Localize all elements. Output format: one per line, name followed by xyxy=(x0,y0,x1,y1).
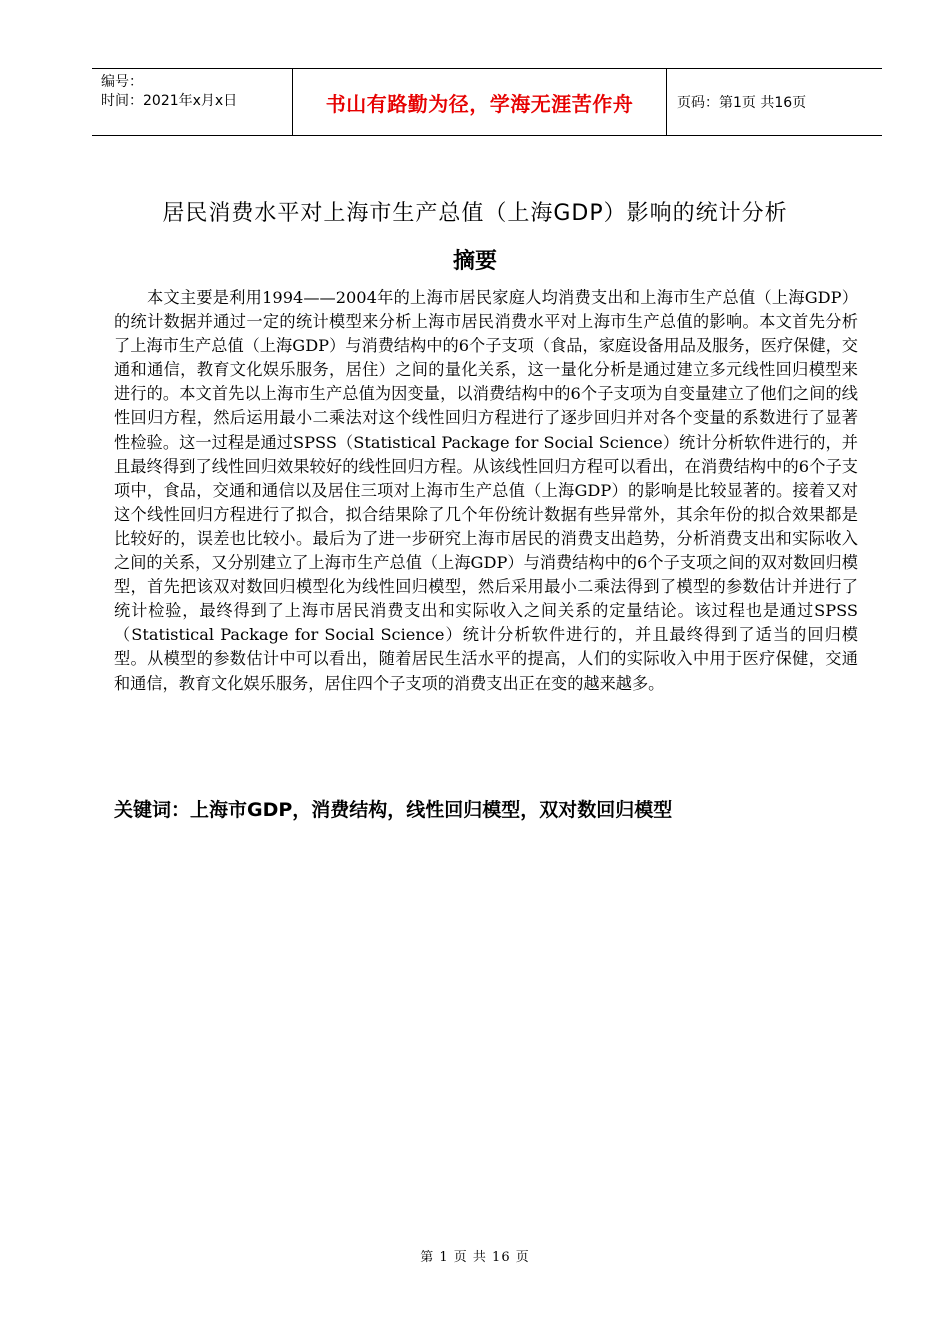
document-title: 居民消费水平对上海市生产总值（上海GDP）影响的统计分析 xyxy=(162,201,788,226)
header-page-label: 页码：第1页 共16页 xyxy=(677,95,807,111)
page-footer: 第 1 页 共 16 页 xyxy=(420,1250,530,1265)
header-time-label: 时间：2021年x月x日 xyxy=(101,93,238,109)
page-header xyxy=(92,68,882,136)
header-meta xyxy=(92,69,293,135)
header-number-label: 编号： xyxy=(101,74,143,90)
header-motto: 书山有路勤为径，学海无涯苦作舟 xyxy=(293,69,667,135)
abstract-heading: 摘要 xyxy=(452,249,497,274)
abstract-paragraph: 本文主要是利用1994——2004年的上海市居民家庭人均消费支出和上海市生产总值（上海GDP）的统计数据并通过一定的统计模型来分析上海市居民消费水平对上海市生产总值的影响。本文首先分析了上海市生产总值（上海GDP）与消费结构中的6个子支项（食品，家庭设备用品及服务，医疗保健，交通和通信，教育文化娱乐服务，居住）之间的量化关系，这一量化分析是通过建立多元线性回归模型来进行的。本文首先以上海市生产总值为因变量，以消费结构中的6个子支项为自变量建立了他们之间的线性回归方程，然后运用最小二乘法对这个线性回归方程进行了逐步回归并对各个变量的系数进行了显著性检验。这一过程是通过SPSS（Statistical Package for Social Science）统计分析软件进行的，并且最终得到了线性回归效果较好的线性回归方程。从该线性回归方程可以看出，在消费结构中的6个子支项中，食品，交通和通信以及居住三项对上海市生产总值（上海GDP）的影响是比较显著的。接着又对这个线性回归方程进行了拟合，拟合结果除了几个年份统计数据有些异常外，其余年份的拟合效果都是比较好的，误差也比较小。最后为了进一步研究上海市居民的消费支出趋势，分析消费支出和实际收入之间的关系，又分别建立了上海市生产总值（上海GDP）与消费结构中的6个子支项之间的双对数回归模型，首先把该双对数回归模型化为线性回归模型，然后采用最小二乘法得到了模型的参数估计并进行了统计检验，最终得到了上海市居民消费支出和实际收入之间关系的定量结论。该过程也是通过SPSS（Statistical Package for Social Science）统计分析软件进行的，并且最终得到了适当的回归模型。从模型的参数估计中可以看出，随着居民生活水平的提高，人们的实际收入中用于医疗保健，交通和通信，教育文化娱乐服务，居住四个子支项的消费支出正在变的越来越多。 xyxy=(114,288,858,693)
keywords-line: 关键词：上海市GDP，消费结构，线性回归模型，双对数回归模型 xyxy=(114,799,673,821)
